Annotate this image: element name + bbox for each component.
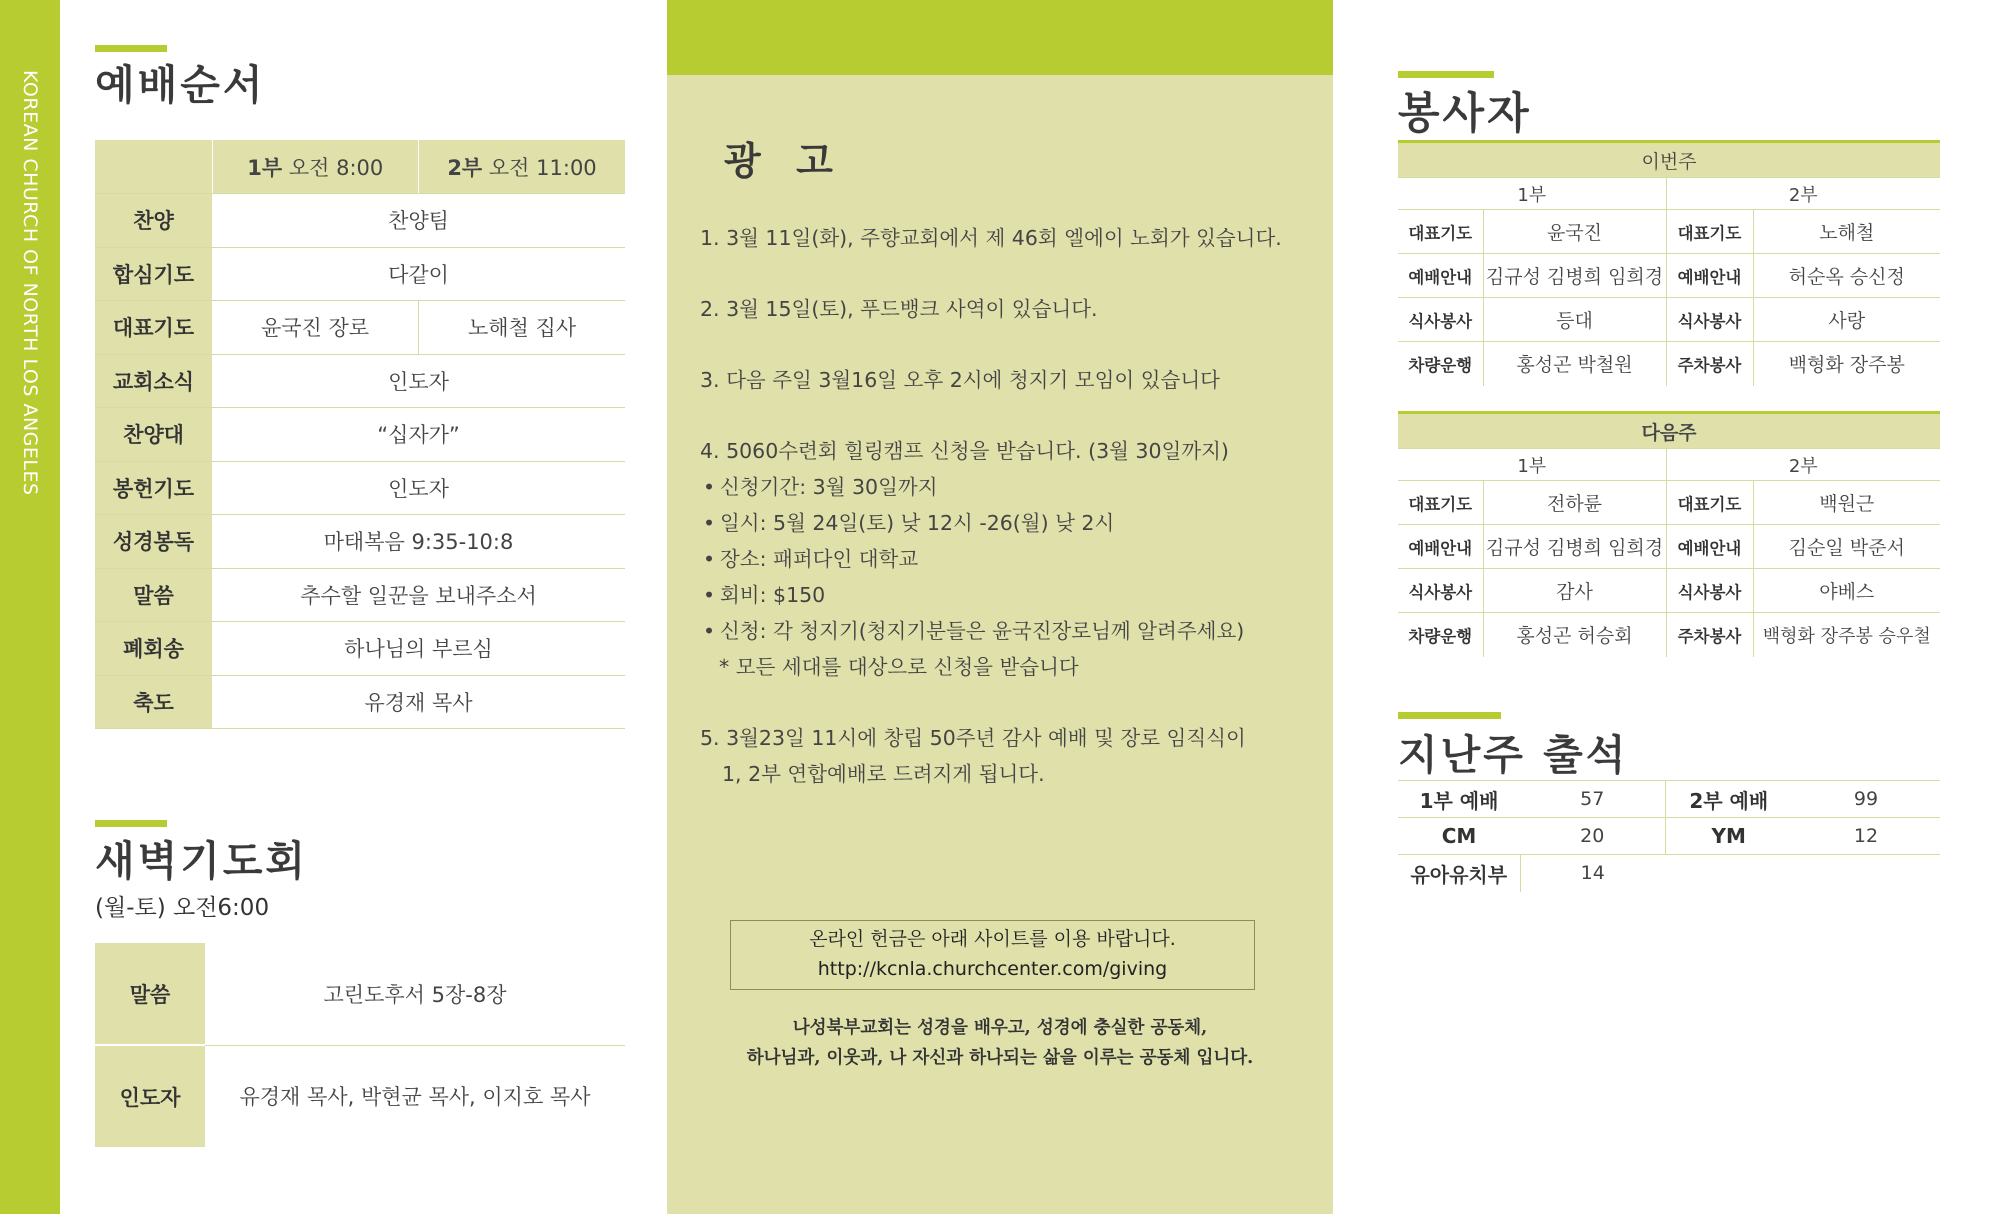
order-label: 대표기도 bbox=[95, 301, 212, 355]
order-row bbox=[95, 354, 625, 408]
announcements-panel bbox=[667, 0, 1333, 1214]
order-label: 봉헌기도 bbox=[95, 461, 212, 515]
order-header-blank bbox=[95, 140, 212, 194]
role-label: 예배안내 bbox=[1398, 254, 1483, 298]
part2-header: 2부 bbox=[1666, 449, 1940, 481]
role-label: 예배안내 bbox=[1666, 525, 1753, 569]
giving-text: 온라인 헌금은 아래 사이트를 이용 바랍니다. bbox=[809, 928, 1176, 950]
sidebar-church-name: KOREAN CHURCH OF NORTH LOS ANGELES bbox=[19, 70, 41, 496]
order-value: 인도자 bbox=[212, 461, 625, 515]
order-value: 추수할 일꾼을 보내주소서 bbox=[212, 568, 625, 622]
part1-header: 1부 bbox=[1398, 178, 1666, 210]
dawn-value: 유경재 목사, 박현균 목사, 이지호 목사 bbox=[239, 1085, 591, 1110]
volunteers-next-week-table bbox=[1398, 411, 1940, 657]
online-giving-box bbox=[730, 920, 1255, 990]
volunteers-accent-bar bbox=[1398, 71, 1494, 78]
role-label: 식사봉사 bbox=[1398, 298, 1483, 342]
attendance-count: 99 bbox=[1792, 781, 1940, 818]
role-label: 예배안내 bbox=[1666, 254, 1753, 298]
order-value: 하나님의 부르심 bbox=[212, 622, 625, 676]
order-label: 찬양대 bbox=[95, 408, 212, 462]
order-label: 축도 bbox=[95, 675, 212, 729]
order-header-row bbox=[95, 140, 625, 194]
order-value-part1: 윤국진 장로 bbox=[212, 301, 419, 355]
order-row bbox=[95, 301, 625, 355]
part1-label: 1부 bbox=[247, 155, 283, 180]
announcement-bullet: • 신청기간: 3월 30일까지 bbox=[703, 475, 938, 499]
volunteer-names: 백형화 장주봉 승우철 bbox=[1762, 625, 1931, 647]
role-label: 주차봉사 bbox=[1666, 342, 1753, 386]
role-label: 예배안내 bbox=[1398, 525, 1483, 569]
part-header bbox=[1398, 178, 1940, 210]
announcement-item: 5. 3월23일 11시에 창립 50주년 감사 예배 및 장로 임직식이 bbox=[700, 726, 1246, 750]
role-label: 식사봉사 bbox=[1666, 298, 1753, 342]
volunteers-this-week-table bbox=[1398, 140, 1940, 386]
volunteer-names: 등대 bbox=[1483, 298, 1666, 342]
volunteer-names: 윤국진 bbox=[1483, 210, 1666, 254]
order-value: 다같이 bbox=[212, 247, 625, 301]
order-row bbox=[95, 194, 625, 248]
role-label: 대표기도 bbox=[1398, 481, 1483, 525]
dawn-row bbox=[95, 1045, 625, 1147]
dawn-row bbox=[95, 943, 625, 1045]
volunteer-row bbox=[1398, 254, 1940, 298]
part-header bbox=[1398, 449, 1940, 481]
part2-label: 2부 bbox=[447, 155, 483, 180]
attendance-label: 2부 예배 bbox=[1665, 781, 1792, 818]
order-label: 폐회송 bbox=[95, 622, 212, 676]
dawn-accent-bar bbox=[95, 820, 167, 827]
volunteer-names: 홍성곤 허승회 bbox=[1483, 613, 1666, 657]
order-row bbox=[95, 408, 625, 462]
role-label: 식사봉사 bbox=[1398, 569, 1483, 613]
order-label: 교회소식 bbox=[95, 354, 212, 408]
order-label: 합심기도 bbox=[95, 247, 212, 301]
week-header bbox=[1398, 142, 1940, 178]
volunteer-names: 허순옥 승신정 bbox=[1753, 254, 1940, 298]
order-value: 마태복음 9:35-10:8 bbox=[212, 515, 625, 569]
dawn-value: 고린도후서 5장-8장 bbox=[205, 943, 625, 1045]
volunteer-names: 노해철 bbox=[1753, 210, 1940, 254]
announcement-item: 2. 3월 15일(토), 푸드뱅크 사역이 있습니다. bbox=[700, 297, 1098, 321]
bullet-text: 회비: $150 bbox=[720, 583, 826, 607]
role-label: 대표기도 bbox=[1666, 481, 1753, 525]
volunteer-row bbox=[1398, 569, 1940, 613]
announcement-bullet: • 일시: 5월 24일(토) 낮 12시 -26(월) 낮 2시 bbox=[703, 511, 1115, 535]
volunteer-row bbox=[1398, 298, 1940, 342]
announcement-bullet: • 신청: 각 청지기(청지기분들은 윤국진장로님께 알려주세요) bbox=[703, 619, 1245, 643]
announcement-bullet: • 장소: 패퍼다인 대학교 bbox=[703, 547, 919, 571]
volunteer-row bbox=[1398, 210, 1940, 254]
order-value: 인도자 bbox=[212, 354, 625, 408]
week-label: 다음주 bbox=[1398, 413, 1940, 449]
attendance-count: 14 bbox=[1580, 862, 1605, 885]
order-value: “십자가” bbox=[212, 408, 625, 462]
order-row bbox=[95, 461, 625, 515]
order-label: 찬양 bbox=[95, 194, 212, 248]
role-label: 대표기도 bbox=[1398, 210, 1483, 254]
role-label: 차량운행 bbox=[1398, 613, 1483, 657]
mission-line: 나성북부교회는 성경을 배우고, 성경에 충실한 공동체, bbox=[792, 1018, 1208, 1038]
week-header bbox=[1398, 413, 1940, 449]
volunteer-names: 김순일 박준서 bbox=[1753, 525, 1940, 569]
attendance-title: 지난주 출석 bbox=[1398, 731, 1629, 779]
part2-header: 2부 bbox=[1666, 178, 1940, 210]
attendance-row bbox=[1398, 818, 1940, 855]
volunteer-names: 김규성 김병희 임희경 bbox=[1483, 254, 1666, 298]
attendance-label: CM bbox=[1398, 818, 1520, 855]
order-row bbox=[95, 675, 625, 729]
role-label: 차량운행 bbox=[1398, 342, 1483, 386]
announcement-item: 3. 다음 주일 3월16일 오후 2시에 청지기 모임이 있습니다 bbox=[700, 368, 1220, 392]
volunteer-row bbox=[1398, 613, 1940, 657]
giving-url[interactable]: http://kcnla.churchcenter.com/giving bbox=[817, 958, 1168, 980]
bullet-text: 신청기간: 3월 30일까지 bbox=[720, 475, 938, 499]
role-label: 대표기도 bbox=[1666, 210, 1753, 254]
volunteer-row bbox=[1398, 342, 1940, 386]
order-row bbox=[95, 622, 625, 676]
role-label: 식사봉사 bbox=[1666, 569, 1753, 613]
attendance-row bbox=[1398, 781, 1940, 818]
volunteer-names: 백형화 장주봉 bbox=[1788, 354, 1905, 377]
bullet-text: 장소: 패퍼다인 대학교 bbox=[720, 547, 919, 571]
order-row bbox=[95, 247, 625, 301]
attendance-label: 1부 예배 bbox=[1398, 781, 1520, 818]
bullet-text: 신청: 각 청지기(청지기분들은 윤국진장로님께 알려주세요) bbox=[720, 619, 1245, 643]
mission-statement bbox=[667, 1013, 1333, 1073]
volunteer-names: 야베스 bbox=[1753, 569, 1940, 613]
volunteer-names: 김규성 김병희 임희경 bbox=[1483, 525, 1666, 569]
order-row bbox=[95, 568, 625, 622]
announcements-list bbox=[700, 220, 1320, 792]
mission-line: 하나님과, 이웃과, 나 자신과 하나되는 삶을 이루는 공동체 입니다. bbox=[746, 1048, 1254, 1068]
announcement-item: 1. 3월 11일(화), 주향교회에서 제 46회 엘에이 노회가 있습니다. bbox=[700, 226, 1282, 250]
order-header-part1 bbox=[212, 140, 419, 194]
role-label: 주차봉사 bbox=[1666, 613, 1753, 657]
order-value-part2: 노해철 집사 bbox=[419, 301, 626, 355]
order-title: 예배순서 bbox=[95, 61, 266, 109]
announcements-title: 광 고 bbox=[724, 138, 836, 183]
dawn-label: 말씀 bbox=[95, 943, 205, 1045]
order-value: 찬양팀 bbox=[212, 194, 625, 248]
volunteers-title: 봉사자 bbox=[1398, 89, 1532, 139]
volunteer-names: 감사 bbox=[1483, 569, 1666, 613]
attendance-count: 57 bbox=[1520, 781, 1665, 818]
order-label: 말씀 bbox=[95, 568, 212, 622]
part1-time: 오전 8:00 bbox=[282, 155, 384, 180]
order-accent-bar bbox=[95, 45, 167, 52]
order-row bbox=[95, 515, 625, 569]
attendance-label: YM bbox=[1665, 818, 1792, 855]
dawn-table bbox=[95, 943, 625, 1147]
dawn-label: 인도자 bbox=[95, 1045, 205, 1147]
order-value: 유경재 목사 bbox=[212, 675, 625, 729]
volunteer-names: 백원근 bbox=[1753, 481, 1940, 525]
announcement-item: 4. 5060수련회 힐링캠프 신청을 받습니다. (3월 30일까지) bbox=[700, 439, 1229, 463]
announcements-top-bar bbox=[667, 0, 1333, 75]
announcement-bullet: • 회비: $150 bbox=[703, 583, 826, 607]
order-label: 성경봉독 bbox=[95, 515, 212, 569]
bullet-text: 일시: 5월 24일(토) 낮 12시 -26(월) 낮 2시 bbox=[720, 511, 1115, 535]
week-label: 이번주 bbox=[1398, 142, 1940, 178]
attendance-label: 유아유치부 bbox=[1398, 855, 1520, 892]
order-header-part2 bbox=[419, 140, 626, 194]
order-table bbox=[95, 140, 625, 729]
part1-header: 1부 bbox=[1398, 449, 1666, 481]
volunteer-names: 사랑 bbox=[1753, 298, 1940, 342]
volunteer-row bbox=[1398, 481, 1940, 525]
attendance-count: 20 bbox=[1520, 818, 1665, 855]
attendance-accent-bar bbox=[1398, 712, 1501, 719]
part2-time: 오전 11:00 bbox=[482, 155, 597, 180]
dawn-title: 새벽기도회 bbox=[95, 837, 309, 885]
attendance-table bbox=[1398, 780, 1940, 892]
volunteer-row bbox=[1398, 525, 1940, 569]
announcement-item-continued: 1, 2부 연합예배로 드려지게 됩니다. bbox=[722, 762, 1045, 786]
volunteer-names: 홍성곤 박철원 bbox=[1483, 342, 1666, 386]
volunteer-names: 전하륜 bbox=[1483, 481, 1666, 525]
announcement-note: * 모든 세대를 대상으로 신청을 받습니다 bbox=[719, 655, 1079, 679]
attendance-count: 12 bbox=[1792, 818, 1940, 855]
attendance-row bbox=[1398, 855, 1940, 892]
dawn-time: (월-토) 오전6:00 bbox=[95, 895, 270, 921]
